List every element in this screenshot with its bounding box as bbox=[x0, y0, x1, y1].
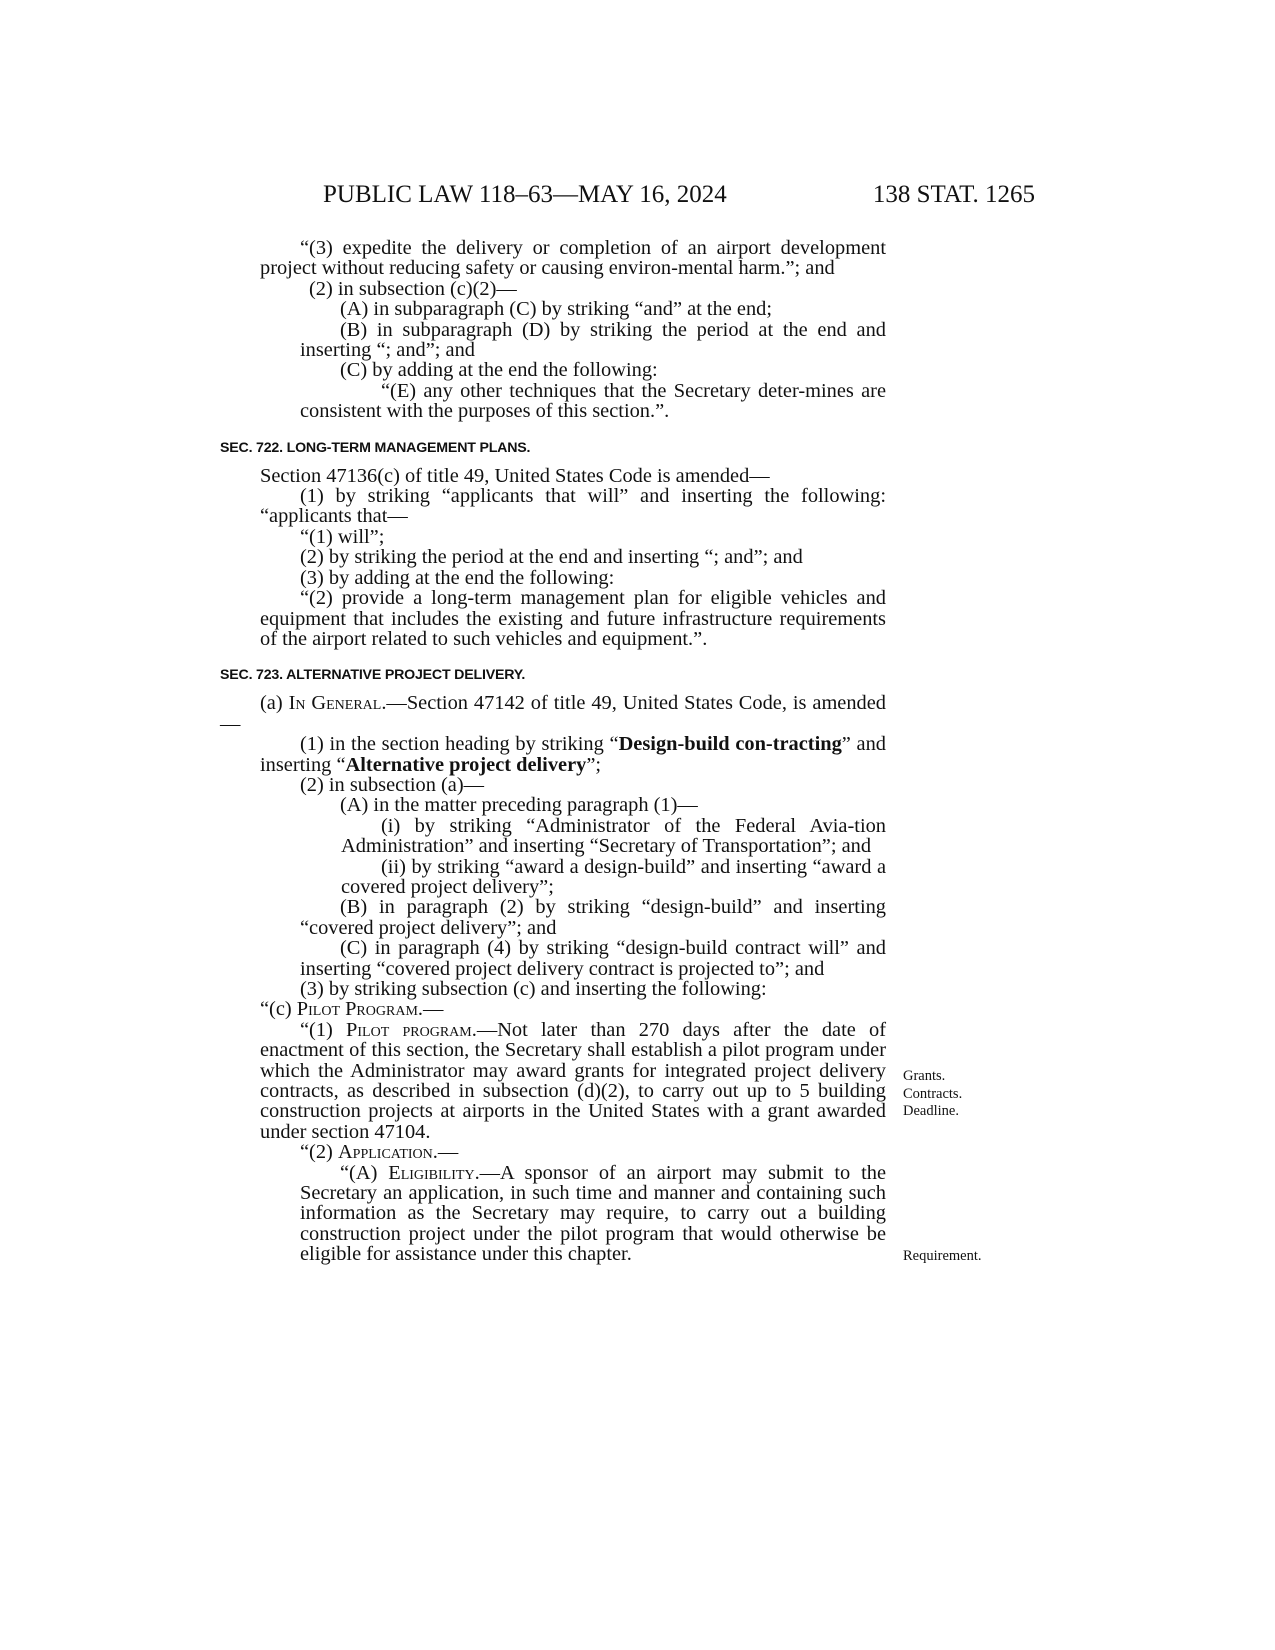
margin-note-line: Grants. bbox=[903, 1068, 946, 1084]
paragraph: (3) by adding at the end the following: bbox=[300, 566, 615, 589]
margin-note-line: Deadline. bbox=[903, 1103, 959, 1119]
paragraph: “(2) provide a long-term management plan for eligible vehicles and equipment that includes the existing and future infrastructure requirements of the airport related to such vehicles and equipment.”. bbox=[260, 587, 886, 650]
section-heading: SEC. 722. LONG-TERM MANAGEMENT PLANS. bbox=[220, 439, 531, 456]
margin-note bbox=[903, 1068, 962, 1121]
paragraph: “(c) Pilot Program.— bbox=[260, 998, 444, 1021]
page-header-title: PUBLIC LAW 118–63—MAY 16, 2024 bbox=[323, 181, 727, 208]
paragraph: Section 47136(c) of title 49, United States Code is amended— bbox=[260, 464, 770, 487]
paragraph: (A) in subparagraph (C) by striking “and” at the end; bbox=[340, 298, 773, 321]
paragraph: “(A) Eligibility.—A sponsor of an airport may submit to the Secretary an application, in such time and manner and containing such information as the Secretary may require, to carry out a building construction project under the pilot program that would otherwise be eligible for assistance under this chapter. bbox=[300, 1161, 886, 1266]
paragraph: (i) by striking “Administrator of the Federal Avia-tion Administration” and inserting “Secretary of Transportation”; and bbox=[341, 814, 886, 858]
paragraph: “(1) Pilot program.—Not later than 270 days after the date of enactment of this section, the Secretary shall establish a pilot program under which the Administrator may award grants for integrated project delivery contracts, as described in subsection (d)(2), to carry out up to 5 building construction projects at airports in the United States with a grant awarded under section 47104. bbox=[260, 1018, 886, 1143]
paragraph: (C) by adding at the end the following: bbox=[340, 359, 658, 382]
paragraph: (3) by striking subsection (c) and inserting the following: bbox=[300, 978, 767, 1000]
paragraph: (2) in subsection (a)— bbox=[300, 773, 485, 796]
paragraph: (1) by striking “applicants that will” and inserting the following: “applicants that— bbox=[260, 485, 886, 528]
document-body bbox=[220, 237, 886, 1266]
paragraph: (B) in subparagraph (D) by striking the period at the end and inserting “; and”; and bbox=[300, 318, 886, 362]
paragraph: (2) by striking the period at the end and inserting “; and”; and bbox=[300, 546, 803, 569]
paragraph: “(2) Application.— bbox=[300, 1141, 459, 1164]
page-header-stat: 138 STAT. 1265 bbox=[872, 181, 1035, 208]
paragraph: “(3) expedite the delivery or completion of an airport development project without reducing safety or causing environ-mental harm.”; and bbox=[260, 237, 886, 280]
paragraph: (2) in subsection (c)(2)— bbox=[309, 277, 517, 300]
paragraph: “(1) will”; bbox=[300, 525, 385, 548]
paragraph: (1) in the section heading by striking “Design-build con-tracting” and inserting “Alternative project delivery”; bbox=[260, 733, 886, 776]
section-heading: SEC. 723. ALTERNATIVE PROJECT DELIVERY. bbox=[220, 667, 526, 684]
paragraph: “(E) any other techniques that the Secretary deter-mines are consistent with the purposes of this section.”. bbox=[300, 379, 886, 423]
margin-note-line: Contracts. bbox=[903, 1085, 963, 1102]
margin-note: Requirement. bbox=[903, 1248, 982, 1264]
paragraph: (C) in paragraph (4) by striking “design-build contract will” and inserting “covered project delivery contract is projected to”; and bbox=[300, 937, 886, 980]
paragraph: (ii) by striking “award a design-build” and inserting “award a covered project delivery”; bbox=[341, 855, 886, 898]
paragraph: (B) in paragraph (2) by striking “design-build” and inserting “covered project delivery”; and bbox=[300, 896, 886, 939]
paragraph: (a) In General.—Section 47142 of title 49, United States Code, is amended— bbox=[220, 692, 886, 735]
paragraph: (A) in the matter preceding paragraph (1)— bbox=[340, 794, 698, 817]
